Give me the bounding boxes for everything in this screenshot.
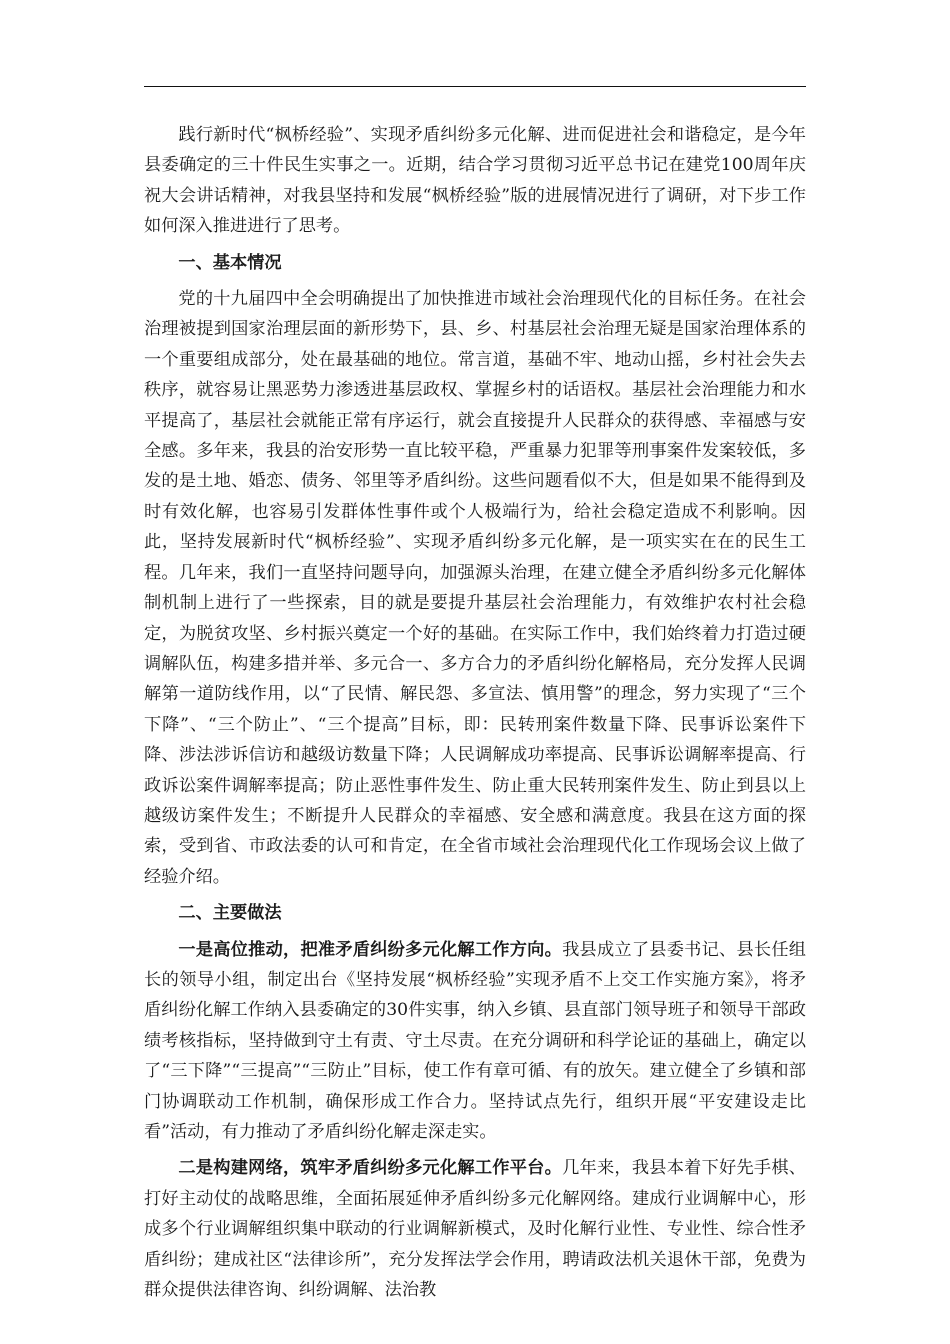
practice-item-2-lead: 二是构建网络，筑牢矛盾纠纷多元化解工作平台。 [178, 1158, 563, 1179]
document-body [144, 120, 806, 1311]
practice-item-1-lead: 一是高位推动，把准矛盾纠纷多元化解工作方向。 [178, 939, 563, 960]
section-heading-main-practices: 二、主要做法 [178, 903, 282, 924]
practice-item-1 [144, 935, 806, 1148]
section-heading-basic-situation: 一、基本情况 [178, 252, 282, 273]
practice-item-1-body: 我县成立了县委书记、县长任组长的领导小组，制定出台《坚持发展“枫桥经验”实现矛盾不上交工作实施方案》，将矛盾纠纷化解工作纳入县委确定的30件实事，纳入乡镇、县直部门领导班子和领导干部政绩考核指标，坚持做到守土有责、守土尽责。在充分调研和科学论证的基础上，确定以了“三下降”“三提高”“三防止”目标，使工作有章可循、有的放矢。建立健全了乡镇和部门协调联动工作机制，确保形成工作合力。坚持试点先行，组织开展“平安建设走比看”活动，有力推动了矛盾纠纷化解走深走实。 [144, 939, 806, 1142]
basic-situation-paragraph: 党的十九届四中全会明确提出了加快推进市域社会治理现代化的目标任务。在社会治理被提到国家治理层面的新形势下，县、乡、村基层社会治理无疑是国家治理体系的一个重要组成部分，处在最基础的地位。常言道，基础不牢、地动山摇，乡村社会失去秩序，就容易让黑恶势力渗透进基层政权、掌握乡村的话语权。基层社会治理能力和水平提高了，基层社会就能正常有序运行，就会直接提升人民群众的获得感、幸福感与安全感。多年来，我县的治安形势一直比较平稳，严重暴力犯罪等刑事案件发案较低，多发的是土地、婚恋、债务、邻里等矛盾纠纷。这些问题看似不大，但是如果不能得到及时有效化解，也容易引发群体性事件或个人极端行为，给社会稳定造成不利影响。因此，坚持发展新时代“枫桥经验”、实现矛盾纠纷多元化解，是一项实实在在的民生工程。几年来，我们一直坚持问题导向，加强源头治理，在建立健全矛盾纠纷多元化解体制机制上进行了一些探索，目的就是要提升基层社会治理能力，有效维护农村社会稳定，为脱贫攻坚、乡村振兴奠定一个好的基础。在实际工作中，我们始终着力打造过硬调解队伍，构建多措并举、多元合一、多方合力的矛盾纠纷化解格局，充分发挥人民调解第一道防线作用，以“了民情、解民怨、多宣法、慎用警”的理念，努力实现了“三个下降”、“三个防止”、“三个提高”目标，即：民转刑案件数量下降、民事诉讼案件下降、涉法涉诉信访和越级访数量下降；人民调解成功率提高、民事诉讼调解率提高、行政诉讼案件调解率提高；防止恶性事件发生、防止重大民转刑案件发生、防止到县以上越级访案件发生；不断提升人民群众的幸福感、安全感和满意度。我县在这方面的探索，受到省、市政法委的认可和肯定，在全省市域社会治理现代化工作现场会议上做了经验介绍。 [144, 289, 806, 887]
practice-item-2 [144, 1153, 806, 1305]
intro-paragraph: 践行新时代“枫桥经验”、实现矛盾纠纷多元化解、进而促进社会和谐稳定，是今年县委确定的三十件民生实事之一。近期，结合学习贯彻习近平总书记在建党100周年庆祝大会讲话精神，对我县坚持和发展“枫桥经验”版的进展情况进行了调研，对下步工作如何深入推进进行了思考。 [144, 125, 806, 237]
header-rule [144, 86, 806, 87]
practice-item-2-body: 几年来，我县本着下好先手棋、打好主动仗的战略思维，全面拓展延伸矛盾纠纷多元化解网络。建成行业调解中心，形成多个行业调解组织集中联动的行业调解新模式，及时化解行业性、专业性、综合性矛盾纠纷；建成社区“法律诊所”，充分发挥法学会作用，聘请政法机关退休干部，免费为群众提供法律咨询、纠纷调解、法治教 [144, 1158, 806, 1301]
